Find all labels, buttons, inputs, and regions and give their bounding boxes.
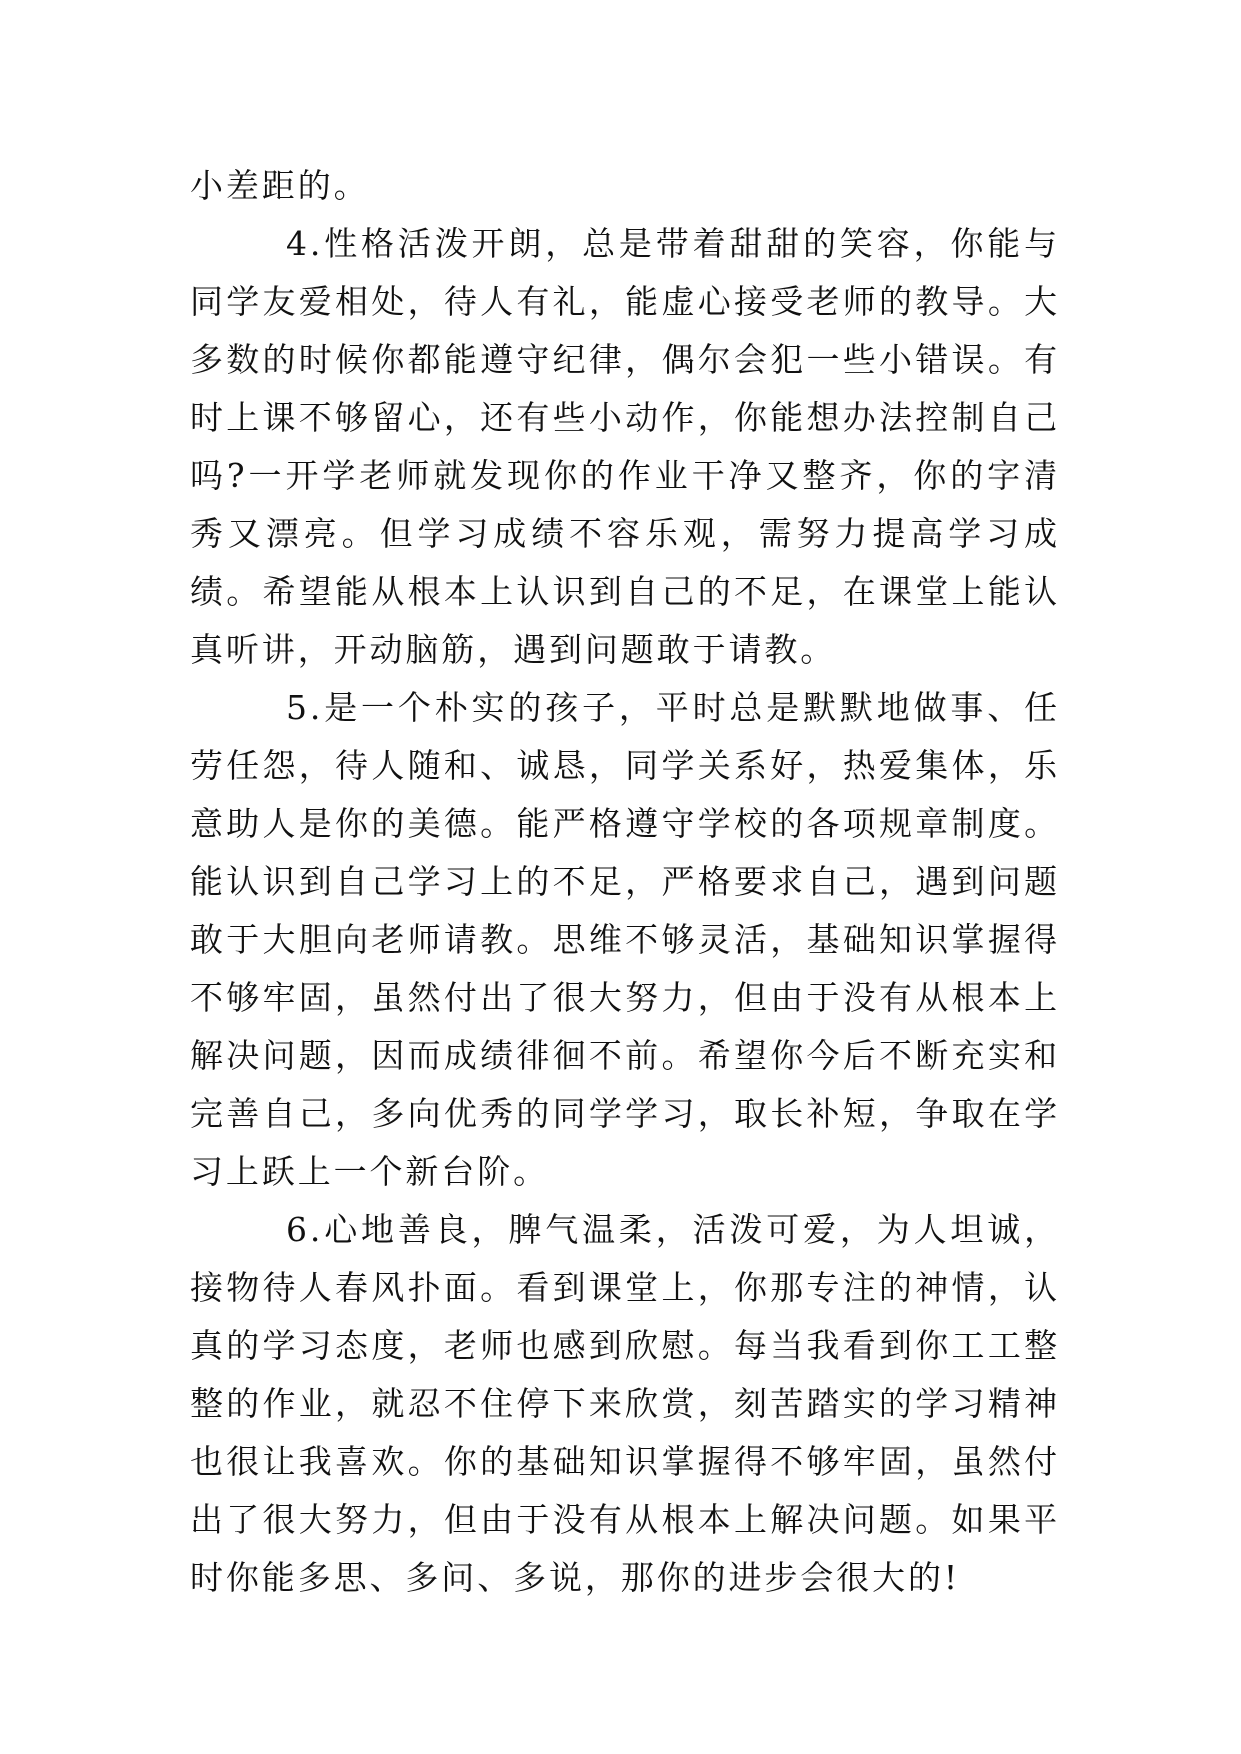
paragraph-comment-6: 6.心地善良，脾气温柔，活泼可爱，为人坦诚，接物待人春风扑面。看到课堂上，你那专注的神情，认真的学习态度，老师也感到欣慰。每当我看到你工工整整的作业，就忍不住停下来欣赏，刻苦踏实的学习精神也很让我喜欢。你的基础知识掌握得不够牢固，虽然付出了很大努力，但由于没有从根本上解决问题。如果平时你能多思、多问、多说，那你的进步会很大的! — [190, 1210, 1060, 1597]
paragraph-continued: 小差距的。 — [190, 166, 370, 205]
paragraph-comment-4: 4.性格活泼开朗，总是带着甜甜的笑容，你能与同学友爱相处，待人有礼，能虚心接受老师的教导。大多数的时候你都能遵守纪律，偶尔会犯一些小错误。有时上课不够留心，还有些小动作，你能想办法控制自己吗?一开学老师就发现你的作业干净又整齐，你的字清秀又漂亮。但学习成绩不容乐观，需努力提高学习成绩。希望能从根本上认识到自己的不足，在课堂上能认真听讲，开动脑筋，遇到问题敢于请教。 — [190, 224, 1060, 669]
document-body — [190, 157, 1060, 1607]
paragraph-comment-5: 5.是一个朴实的孩子，平时总是默默地做事、任劳任怨，待人随和、诚恳，同学关系好，热爱集体，乐意助人是你的美德。能严格遵守学校的各项规章制度。能认识到自己学习上的不足，严格要求自己，遇到问题敢于大胆向老师请教。思维不够灵活，基础知识掌握得不够牢固，虽然付出了很大努力，但由于没有从根本上解决问题，因而成绩徘徊不前。希望你今后不断充实和完善自己，多向优秀的同学学习，取长补短，争取在学习上跃上一个新台阶。 — [190, 688, 1060, 1191]
